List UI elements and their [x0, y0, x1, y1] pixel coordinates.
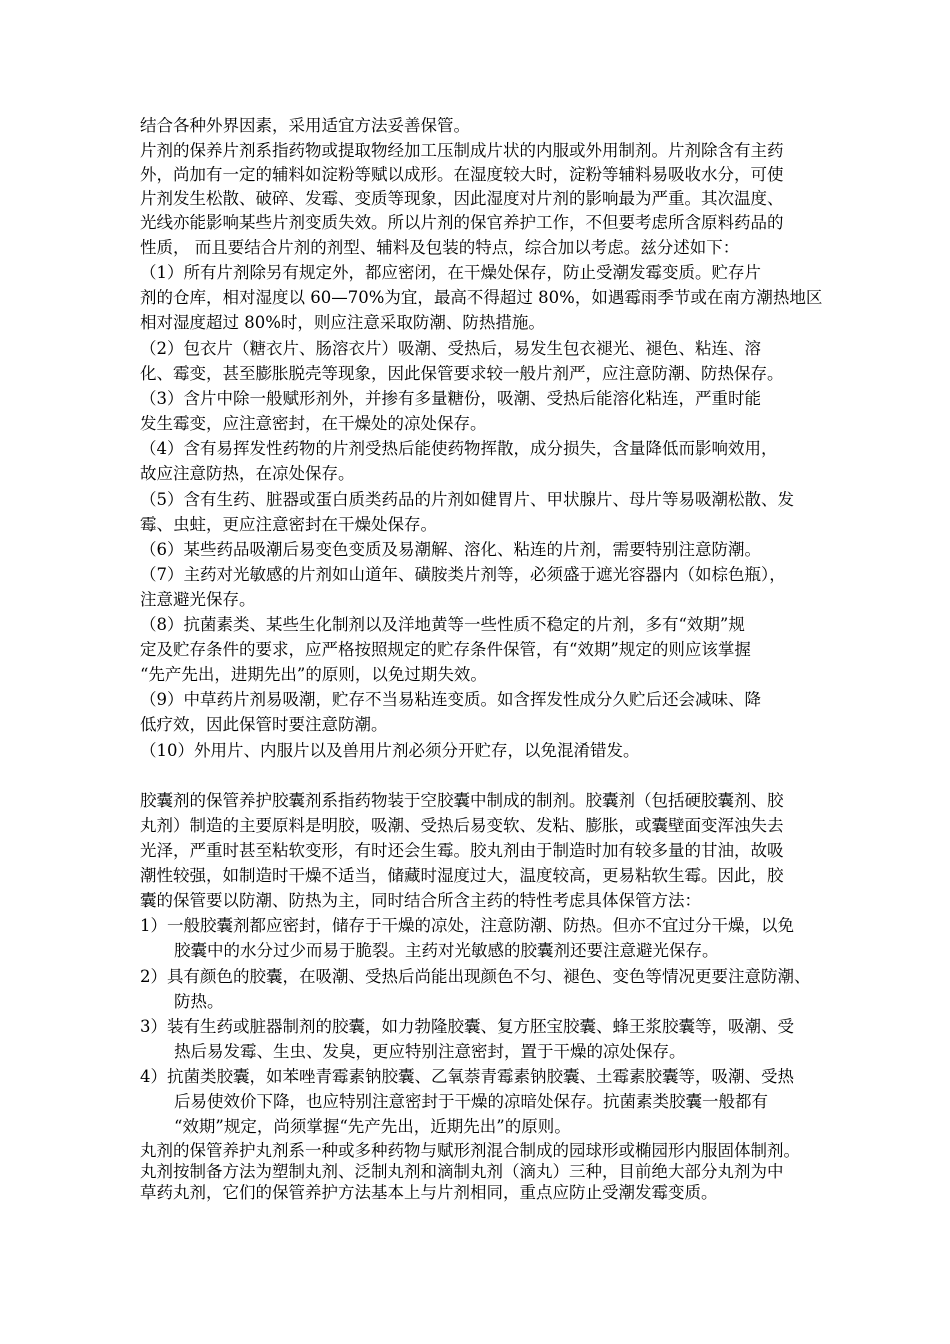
- list-item: 2）具有颜色的胶囊，在吸潮、受热后尚能出现颜色不匀、褪色、变色等情况更要注意防潮、: [140, 967, 811, 986]
- text-line: 草药丸剂，它们的保管养护方法基本上与片剂相同，重点应防止受潮发霉变质。: [140, 1183, 718, 1202]
- text-line: 故应注意防热，在凉处保存。: [140, 464, 355, 483]
- text-line: 性质， 而且要结合片剂的剂型、辅料及包装的特点，综合加以考虑。兹分述如下：: [140, 238, 740, 257]
- text-line: 外，尚加有一定的辅料如淀粉等赋以成形。在湿度较大时，淀粉等辅料易吸收水分，可使: [140, 165, 784, 184]
- text-line: （3）含片中除一般赋形剂外，并掺有多量糖份，吸潮、受热后能溶化粘连，严重时能: [140, 389, 761, 408]
- list-item: 1）一般胶囊剂都应密封，储存于干燥的凉处，注意防潮、防热。但亦不宜过分干燥，以免: [140, 916, 794, 935]
- text-line: 胶囊剂的保管养护胶囊剂系指药物装于空胶囊中制成的制剂。胶囊剂（包括硬胶囊剂、胶: [140, 791, 784, 810]
- text-line: （7）主药对光敏感的片剂如山道年、磺胺类片剂等，必须盛于遮光容器内（如棕色瓶），: [140, 565, 786, 584]
- text-line: （5）含有生药、脏器或蛋白质类药品的片剂如健胃片、甲状腺片、母片等易吸潮松散、发: [140, 490, 794, 509]
- text-line: （1）所有片剂除另有规定外，都应密闭，在干燥处保存，防止受潮发霉变质。贮存片: [140, 263, 761, 282]
- text-line: “先产先出，进期先出”的原则，以免过期失效。: [140, 665, 487, 684]
- text-line: 光泽，严重时甚至粘软变形，有时还会生霉。胶丸剂由于制造时加有较多量的甘油，故吸: [140, 841, 784, 860]
- text-line: 发生霉变，应注意密封，在干燥处的凉处保存。: [140, 414, 487, 433]
- text-line: 结合各种外界因素，采用适宜方法妥善保管。: [140, 116, 470, 135]
- text-line: 相对湿度超过 80%时，则应注意采取防潮、防热措施。: [140, 313, 545, 332]
- text-line: 化、霉变，甚至膨胀脱壳等现象，因此保管要求较一般片剂严，应注意防潮、防热保存。: [140, 364, 784, 383]
- text-line: 注意避光保存。: [140, 590, 256, 609]
- text-line: （6）某些药品吸潮后易变色变质及易潮解、溶化、粘连的片剂，需要特别注意防潮。: [140, 540, 761, 559]
- text-line: 丸剂按制备方法为塑制丸剂、泛制丸剂和滴制丸剂（滴丸）三种，目前绝大部分丸剂为中: [140, 1162, 784, 1181]
- text-line: 霉、虫蛀，更应注意密封在干燥处保存。: [140, 515, 437, 534]
- text-line: 剂的仓库，相对湿度以 60—70%为宜，最高不得超过 80%，如遇霉雨季节或在南方潮热地区: [140, 288, 823, 307]
- list-item-continuation: 热后易发霉、生虫、发臭，更应特别注意密封，置于干燥的凉处保存。: [174, 1042, 686, 1061]
- list-item-continuation: 后易使效价下降，也应特别注意密封于干燥的凉暗处保存。抗菌素类胶囊一般都有: [174, 1092, 768, 1111]
- text-line: （8）抗菌素类、某些生化制剂以及洋地黄等一些性质不稳定的片剂，多有“效期”规: [140, 615, 745, 634]
- text-line: （4）含有易挥发性药物的片剂受热后能使药物挥散，成分损失，含量降低而影响效用，: [140, 439, 778, 458]
- text-line: （10）外用片、内服片以及兽用片剂必须分开贮存，以免混淆错发。: [140, 741, 640, 760]
- text-line: 片剂的保养片剂系指药物或提取物经加工压制成片状的内服或外用制剂。片剂除含有主药: [140, 141, 784, 160]
- text-line: 囊的保管要以防潮、防热为主，同时结合所含主药的特性考虑具体保管方法：: [140, 891, 701, 910]
- text-line: 片剂发生松散、破碎、发霉、变质等现象，因此湿度对片剂的影响最为严重。其次温度、: [140, 189, 784, 208]
- text-line: 低疗效，因此保管时要注意防潮。: [140, 715, 388, 734]
- text-line: 潮性较强，如制造时干燥不适当，储藏时湿度过大，温度较高，更易粘软生霉。因此，胶: [140, 866, 784, 885]
- text-line: 定及贮存条件的要求，应严格按照规定的贮存条件保管，有“效期”规定的则应该掌握: [140, 640, 751, 659]
- text-line: 光线亦能影响某些片剂变质失效。所以片剂的保官养护工作，不但要考虑所含原料药品的: [140, 213, 784, 232]
- list-item: 3）装有生药或脏器制剂的胶囊，如力勃隆胶囊、复方胚宝胶囊、蜂王浆胶囊等，吸潮、受: [140, 1017, 794, 1036]
- list-item-continuation: 防热。: [174, 992, 224, 1011]
- list-item: 4）抗菌类胶囊，如苯唑青霉素钠胶囊、乙氧萘青霉素钠胶囊、土霉素胶囊等，吸潮、受热: [140, 1067, 794, 1086]
- text-line: （2）包衣片（糖衣片、肠溶衣片）吸潮、受热后，易发生包衣褪光、褪色、粘连、溶: [140, 339, 761, 358]
- text-line: 丸剂的保管养护丸剂系一种或多种药物与赋形剂混合制成的园球形或椭园形内服固体制剂。: [140, 1141, 800, 1160]
- text-line: 丸剂）制造的主要原料是明胶，吸潮、受热后易变软、发粘、膨胀，或囊壁面变浑浊失去: [140, 816, 784, 835]
- text-line: （9）中草药片剂易吸潮，贮存不当易粘连变质。如含挥发性成分久贮后还会减味、降: [140, 690, 761, 709]
- list-item-continuation: “效期”规定，尚须掌握“先产先出，近期先出”的原则。: [174, 1117, 571, 1136]
- list-item-continuation: 胶囊中的水分过少而易于脆裂。主药对光敏感的胶囊剂还要注意避光保存。: [174, 941, 719, 960]
